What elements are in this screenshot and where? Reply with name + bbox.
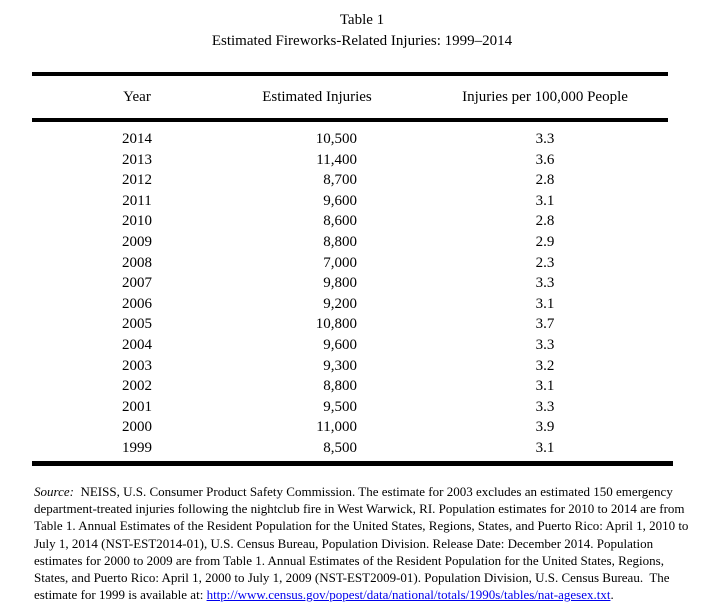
year-cell: 2005 [122,316,152,333]
table-row [32,438,668,459]
bottom-rule [32,461,673,466]
rate-cell: 3.6 [535,151,555,168]
table-body [32,129,668,459]
injuries-cell: 9,500 [323,398,357,415]
injuries-cell: 9,300 [323,357,357,374]
table-row [32,397,668,418]
table-row [32,191,668,212]
column-header-year: Year [123,88,151,105]
year-cell: 2009 [122,233,152,250]
year-cell: 2004 [122,336,152,353]
injuries-cell: 8,800 [323,378,357,395]
table-row [32,314,668,335]
table-row [32,129,668,150]
rate-cell: 3.1 [535,378,555,395]
rate-cell: 3.9 [535,419,555,436]
rate-cell: 3.1 [535,439,555,456]
table-row [32,376,668,397]
year-cell: 2001 [122,398,152,415]
column-header-estimated-injuries: Estimated Injuries [262,88,372,105]
injuries-cell: 9,200 [323,295,357,312]
table-row [32,294,668,315]
source-note-text: NEISS, U.S. Consumer Product Safety Commission. The estimate for 2003 excludes an estimated 150 emergency department-treated injuries following the nightclub fire in West Warwick, RI. Population estimates for 2010 to 2014 are from Table 1. Annual Estimates of the Resident Population for the United States, Regions, States, and Puerto Rico: April 1, 2010 to July 1, 2014 (NST-EST2014-01), U.S. Census Bureau, Population Division. Release Date: December 2014. Population estimates for 2000 to 2009 are from Table 1. Annual Estimates of the Resident Population for the United States, Regions, States, and Puerto Rico: April 1, 2000 to July 1, 2009 (NST-EST2009-01). Population Division, U.S. Census Bureau. The estimate for 1999 is available at: [34,484,692,603]
header-rule [32,118,668,122]
table-row [32,253,668,274]
table-row [32,232,668,253]
rate-cell: 2.8 [535,172,555,189]
year-cell: 2012 [122,172,152,189]
injuries-cell: 8,600 [323,213,357,230]
source-note-period: . [610,587,614,603]
year-cell: 2006 [122,295,152,312]
year-cell: 2003 [122,357,152,374]
table-title-block [32,10,692,52]
rate-cell: 3.7 [535,316,555,333]
injuries-cell: 10,500 [315,131,357,147]
year-cell: 2008 [122,254,152,271]
table-row [32,211,668,232]
year-cell: 1999 [122,439,152,456]
rate-cell: 2.3 [535,254,555,271]
rate-cell: 3.3 [535,336,555,353]
year-cell: 2002 [122,378,152,395]
year-cell: 2013 [122,151,152,168]
injuries-cell: 8,700 [323,172,357,189]
injuries-cell: 11,400 [316,151,357,168]
rate-cell: 3.1 [535,295,555,312]
rate-cell: 3.3 [535,131,555,147]
injuries-cell: 10,800 [315,316,357,333]
rate-cell: 2.9 [535,233,555,250]
census-url-link[interactable]: http://www.census.gov/popest/data/national/totals/1990s/tables/nat-agesex.txt [206,587,611,603]
year-cell: 2007 [122,275,152,292]
rate-cell: 2.8 [535,213,555,230]
table-header-row [32,76,668,118]
table-subtitle: Estimated Fireworks-Related Injuries: 1999–2014 [211,33,513,49]
year-cell: 2010 [122,213,152,230]
injuries-cell: 7,000 [323,254,357,271]
rate-cell: 3.3 [535,398,555,415]
table-row [32,150,668,171]
source-label: Source: [34,484,74,499]
year-cell: 2011 [122,192,152,209]
injuries-cell: 8,800 [323,233,357,250]
column-header-injuries-per-100000: Injuries per 100,000 People [462,88,628,105]
injuries-cell: 8,500 [323,439,357,456]
table-row [32,273,668,294]
year-cell: 2014 [122,131,152,147]
rate-cell: 3.3 [535,275,555,292]
table-row [32,356,668,377]
injuries-cell: 9,600 [323,336,357,353]
rate-cell: 3.2 [535,357,555,374]
year-cell: 2000 [122,419,152,436]
table-row [32,417,668,438]
table-row [32,170,668,191]
injuries-cell: 11,000 [316,419,357,436]
table-row [32,335,668,356]
source-note [34,483,692,603]
table-number: Table 1 [339,12,385,28]
rate-cell: 3.1 [535,192,555,209]
injuries-cell: 9,600 [323,192,357,209]
injuries-cell: 9,800 [323,275,357,292]
